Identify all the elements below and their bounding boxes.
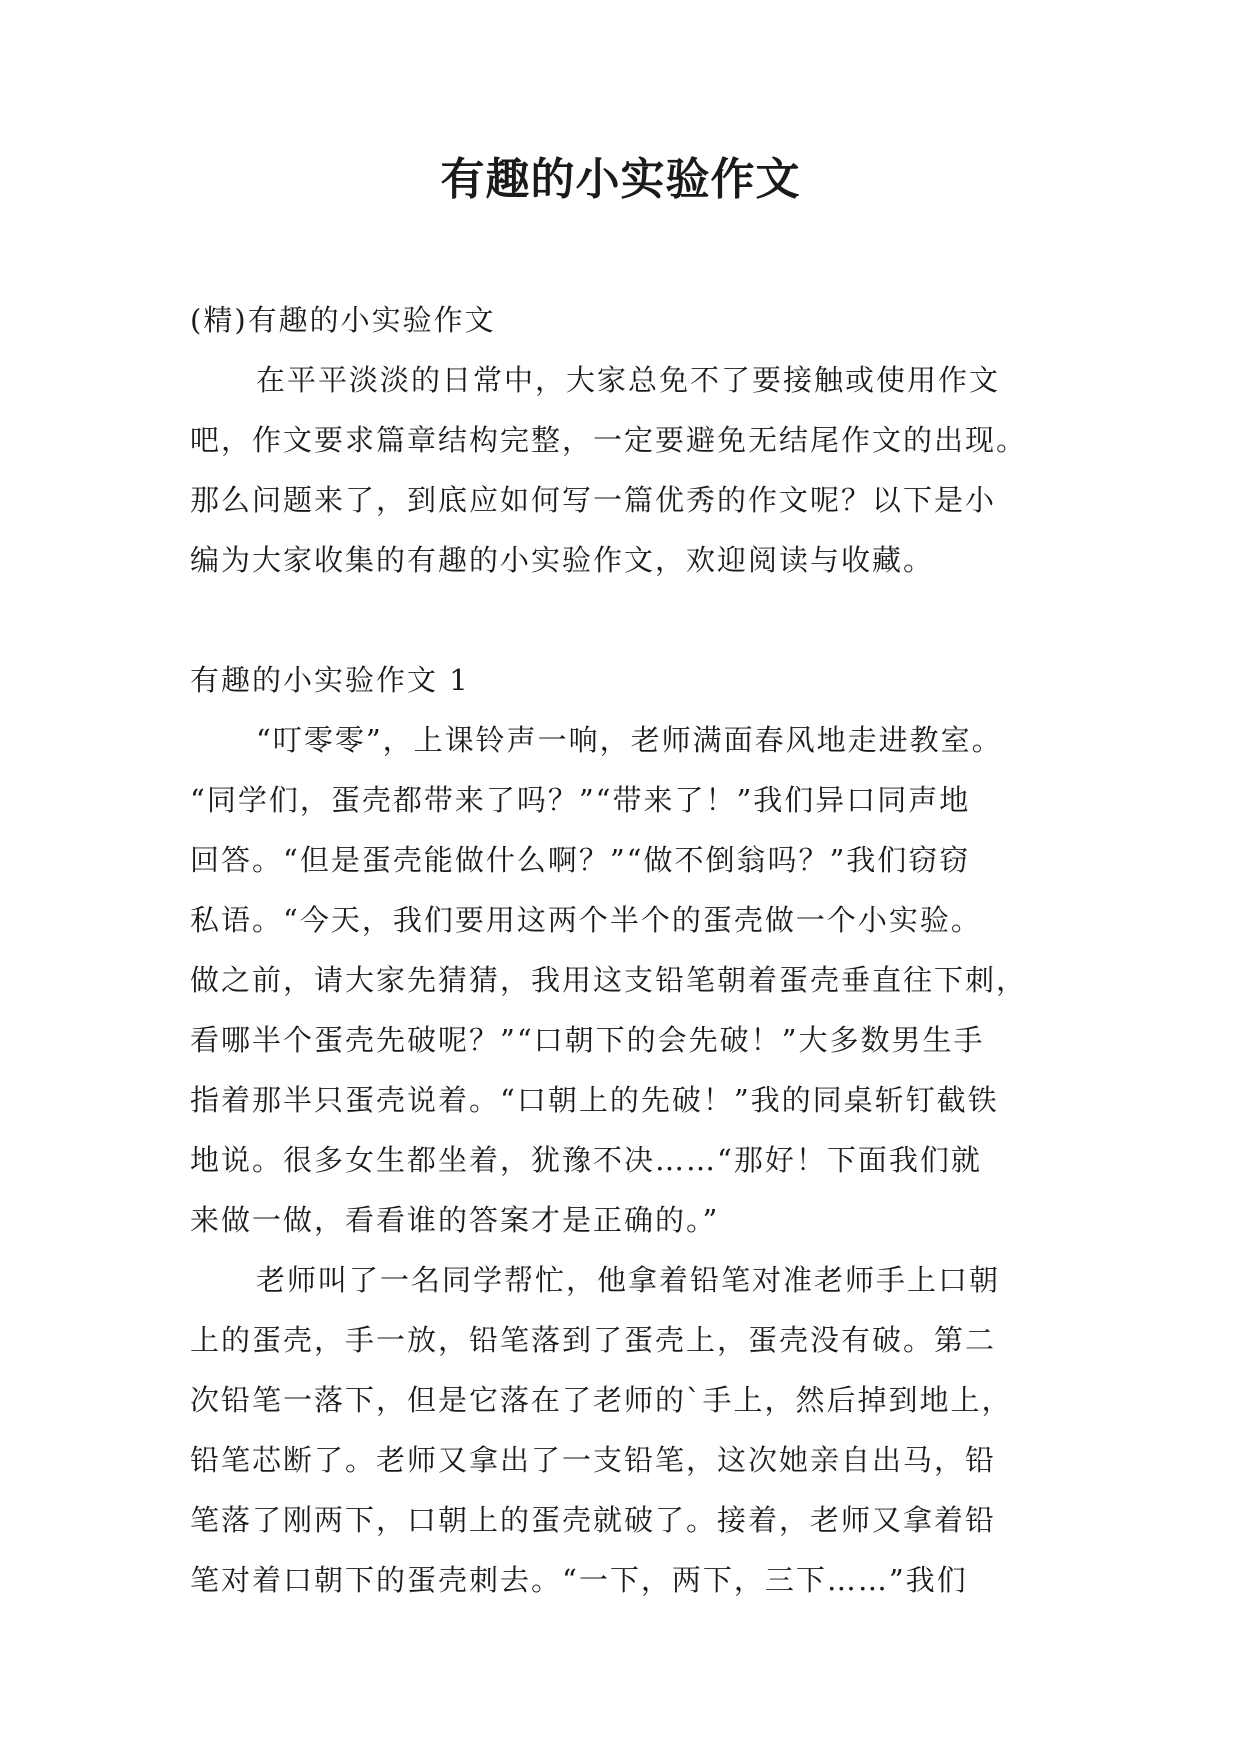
blank-line [190,590,1090,650]
text-line: 那么问题来了，到底应如何写一篇优秀的作文呢？以下是小 [190,483,997,517]
text-line: 指着那半只蛋壳说着。“口朝上的先破！”我的同桌斩钉截铁 [190,1083,999,1117]
text-line: 次铅笔一落下，但是它落在了老师的`手上，然后掉到地上， [190,1383,1013,1417]
text-line: 来做一做，看看谁的答案才是正确的。” [190,1203,720,1237]
text-line: “叮零零”，上课铃声一响，老师满面春风地走进教室。 [256,723,1003,757]
text-line: 在平平淡淡的日常中，大家总免不了要接触或使用作文 [256,363,1001,397]
text-line: “同学们，蛋壳都带来了吗？”“带来了！”我们异口同声地 [190,783,971,817]
text-line: 地说。很多女生都坐着，犹豫不决……“那好！下面我们就 [190,1143,982,1177]
paragraph-1 [190,710,1090,1250]
text-line: 笔对着口朝下的蛋壳刺去。“一下，两下，三下……”我们 [190,1563,968,1597]
intro-paragraph [190,350,1090,590]
text-line: 吧，作文要求篇章结构完整，一定要避免无结尾作文的出现。 [190,423,1028,457]
text-line: 上的蛋壳，手一放，铅笔落到了蛋壳上，蛋壳没有破。第二 [190,1323,997,1357]
document-body [190,290,1090,1610]
text-line: 私语。“今天，我们要用这两个半个的蛋壳做一个小实验。 [190,903,982,937]
subtitle: (精)有趣的小实验作文 [190,303,496,337]
paragraph-2 [190,1250,1090,1610]
text-line: 笔落了刚两下，口朝上的蛋壳就破了。接着，老师又拿着铅 [190,1503,997,1537]
text-line: 老师叫了一名同学帮忙，他拿着铅笔对准老师手上口朝 [256,1263,1001,1297]
document-title: 有趣的小实验作文 [440,154,801,205]
text-line: 编为大家收集的有趣的小实验作文，欢迎阅读与收藏。 [190,543,935,577]
text-line: 看哪半个蛋壳先破呢？”“口朝下的会先破！”大多数男生手 [190,1023,985,1057]
text-line: 做之前，请大家先猜猜，我用这支铅笔朝着蛋壳垂直往下刺， [190,963,1028,997]
text-line: 回答。“但是蛋壳能做什么啊？”“做不倒翁吗？”我们窃窃 [190,843,971,877]
section-heading: 有趣的小实验作文 1 [190,663,470,697]
text-line: 铅笔芯断了。老师又拿出了一支铅笔，这次她亲自出马，铅 [190,1443,997,1477]
